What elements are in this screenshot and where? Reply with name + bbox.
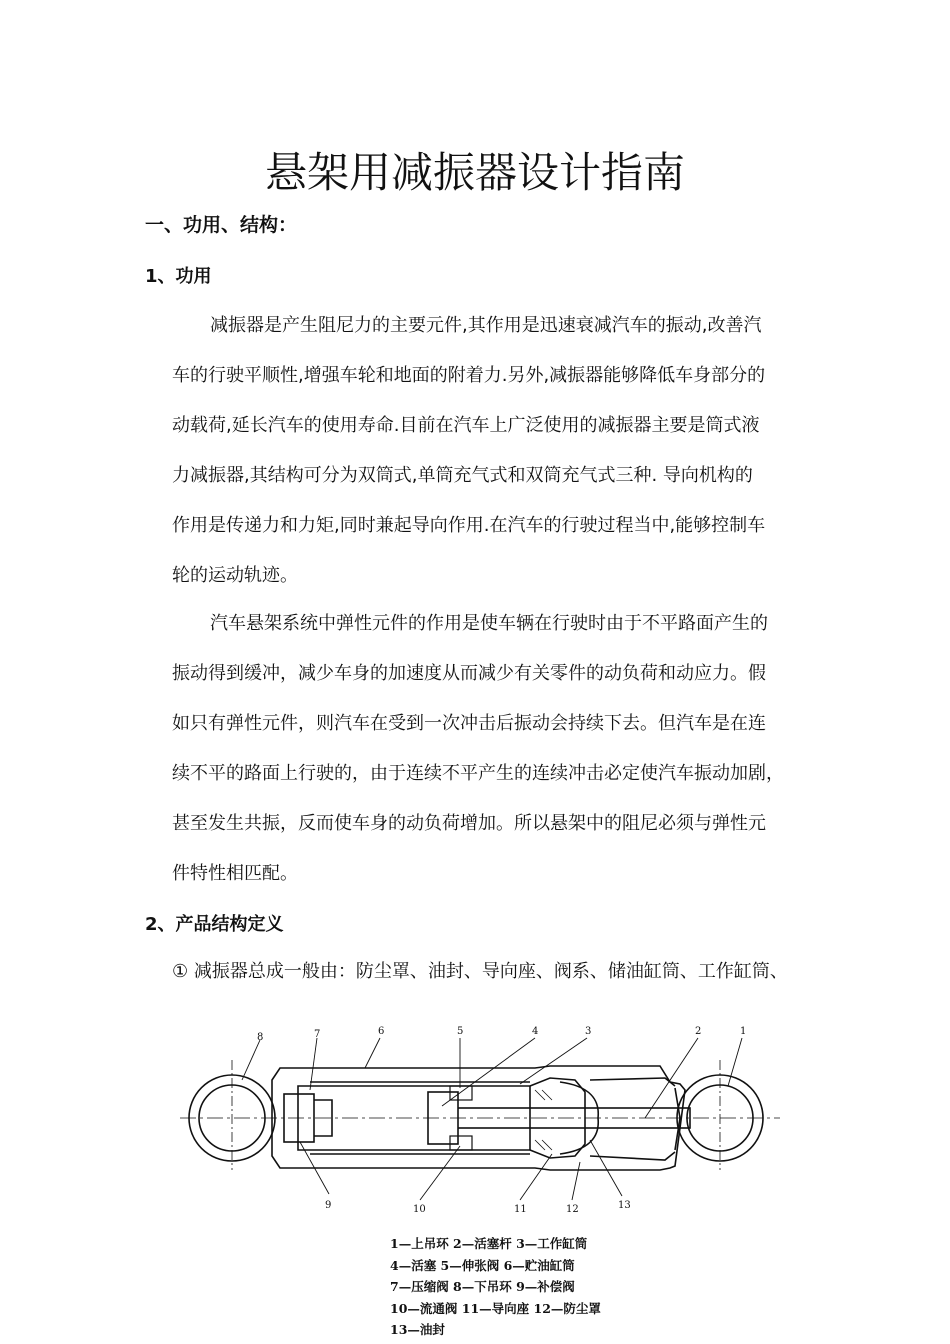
callout-10: 10 xyxy=(413,1204,426,1215)
text-line: 甚至发生共振，反而使车身的动负荷增加。所以悬架中的阻尼必须与弹性元 xyxy=(172,813,766,834)
text-line: 振动得到缓冲，减少车身的加速度从而减少有关零件的动负荷和动应力。假 xyxy=(172,663,766,684)
shock-absorber-diagram xyxy=(180,1020,780,1230)
figure-legend xyxy=(390,1233,601,1341)
text-line: 轮的运动轨迹。 xyxy=(172,565,298,586)
legend-line: 1—上吊环 2—活塞杆 3—工作缸筒 xyxy=(390,1236,588,1251)
callout-6: 6 xyxy=(378,1026,385,1037)
text-line: 件特性相匹配。 xyxy=(172,863,298,884)
callout-7: 7 xyxy=(314,1029,321,1040)
legend-line: 10—流通阀 11—导向座 12—防尘罩 xyxy=(390,1300,601,1316)
section-heading-function-structure: 一、功用、结构： xyxy=(145,214,298,236)
callout-5: 5 xyxy=(457,1026,464,1037)
text-line: 汽车悬架系统中弹性元件的作用是使车辆在行驶时由于不平路面产生的 xyxy=(210,613,768,634)
text-line: 续不平的路面上行驶的，由于连续不平产生的连续冲击必定使汽车振动加剧， xyxy=(172,763,784,784)
callout-13: 13 xyxy=(618,1200,631,1211)
text-line: 动载荷,延长汽车的使用寿命.目前在汽车上广泛使用的减振器主要是筒式液 xyxy=(172,415,760,436)
legend-line: 7—压缩阀 8—下吊环 9—补偿阀 xyxy=(390,1279,575,1294)
text-line: 车的行驶平顺性,增强车轮和地面的附着力.另外,减振器能够降低车身部分的 xyxy=(172,365,766,386)
legend-line: 4—活塞 5—伸张阀 6—贮油缸筒 xyxy=(390,1257,575,1273)
callout-4: 4 xyxy=(532,1026,539,1037)
callout-8: 8 xyxy=(257,1032,264,1043)
callout-leaders xyxy=(242,1038,742,1200)
text-line: 减振器是产生阻尼力的主要元件,其作用是迅速衰减汽车的振动,改善汽 xyxy=(210,315,762,336)
subsection-heading-structure-definition: 2、产品结构定义 xyxy=(145,914,284,935)
callout-numbers xyxy=(257,1026,746,1215)
paragraph-elastic-element xyxy=(172,599,812,899)
callout-12: 12 xyxy=(566,1204,579,1215)
callout-1: 1 xyxy=(740,1026,747,1037)
dust-cover xyxy=(590,1078,675,1160)
text-line: 作用是传递力和力矩,同时兼起导向作用.在汽车的行驶过程当中,能够控制车 xyxy=(172,515,766,536)
callout-9: 9 xyxy=(325,1200,332,1211)
text-line: 力减振器,其结构可分为双筒式,单筒充气式和双筒充气式三种. 导向机构的 xyxy=(172,465,753,486)
paragraph-structure-definition xyxy=(172,947,812,997)
text-line: 如只有弹性元件，则汽车在受到一次冲击后振动会持续下去。但汽车是在连 xyxy=(172,713,766,734)
legend-line: 13—油封 xyxy=(390,1322,445,1337)
text-line: ① 减振器总成一般由：防尘罩、油封、导向座、阀系、储油缸筒、工作缸筒、 xyxy=(172,961,788,982)
document-title: 悬架用减振器设计指南 xyxy=(264,148,685,197)
paragraph-damper-function xyxy=(172,301,812,601)
subsection-heading-function: 1、功用 xyxy=(145,266,212,287)
callout-3: 3 xyxy=(585,1026,592,1037)
callout-2: 2 xyxy=(695,1026,702,1037)
callout-11: 11 xyxy=(514,1204,527,1215)
